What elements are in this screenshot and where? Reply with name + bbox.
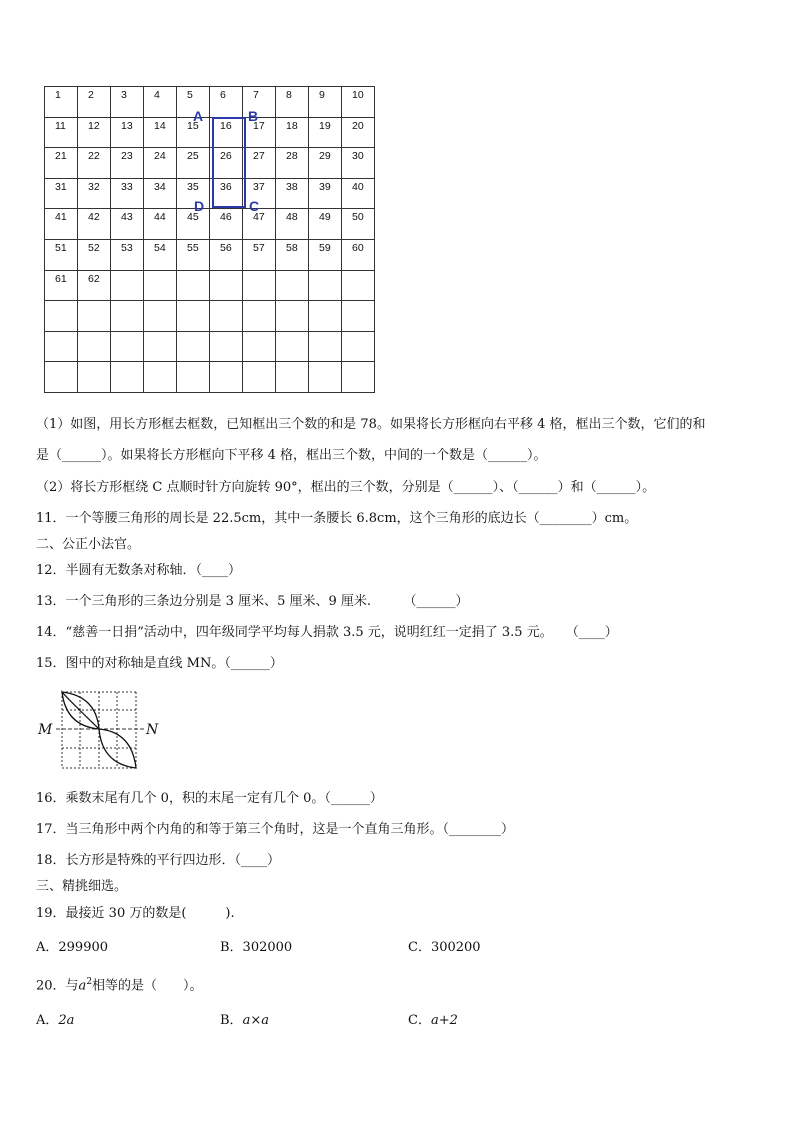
grid-cell-number: 22 [88,150,100,163]
grid-row [45,178,375,209]
grid-row [45,270,375,301]
grid-cell-number: 15 [187,119,199,132]
grid-cell-number: 30 [352,150,364,163]
grid-cell-number [111,278,121,280]
grid-cell-number [276,308,286,310]
grid-cell-number: 36 [220,180,232,193]
grid-cell-number [177,278,187,280]
grid-cell [78,178,111,209]
grid-cell [309,87,342,118]
grid-cell-number [144,278,154,280]
grid-row [45,209,375,240]
grid-cell [243,301,276,332]
grid-cell [276,178,309,209]
grid-cell [45,331,78,362]
grid-cell-number: 18 [286,119,298,132]
grid-cell [78,209,111,240]
grid-cell [144,331,177,362]
grid-cell [210,209,243,240]
grid-cell [144,117,177,148]
q20-option-b-expr: a×a [242,1013,269,1028]
q13: 13．一个三角形的三条边分别是 3 厘米、5 厘米、9 厘米. （______） [36,594,469,609]
grid-cell [276,209,309,240]
grid-cell [243,362,276,393]
grid-cell-number: 62 [88,272,100,285]
q10-part2: （2）将长方形框绕 C 点顺时针方向旋转 90°，框出的三个数，分别是（______）、（______）和（______）。 [36,480,656,495]
grid-cell-number: 12 [88,119,100,132]
q15: 15．图中的对称轴是直线 MN。（______） [36,656,283,671]
grid-cell [177,148,210,179]
grid-cell-number: 7 [253,89,259,101]
grid-cell [78,331,111,362]
grid-cell-number [276,278,286,280]
grid-cell-number: 27 [253,150,265,163]
grid-cell-number: 14 [154,119,166,132]
grid-cell [276,331,309,362]
grid-cell [276,148,309,179]
grid-cell-number: 42 [88,211,100,224]
grid-cell [342,362,375,393]
grid-cell-number: 52 [88,241,100,254]
grid-cell [309,178,342,209]
grid-cell [111,209,144,240]
grid-cell-number: 29 [319,150,331,163]
grid-cell-number [111,369,121,371]
grid-cell [111,331,144,362]
grid-cell [144,87,177,118]
grid-row [45,117,375,148]
grid-cell-number: 45 [187,211,199,224]
grid-cell-number: 19 [319,119,331,132]
grid-cell-number [78,308,88,310]
grid-cell [177,178,210,209]
grid-cell-number: 24 [154,150,166,163]
section-3-heading: 三、精挑细选。 [36,879,128,894]
q20-option-c-expr: a+2 [430,1013,458,1028]
grid-cell-number [45,308,55,310]
grid-cell-number [111,308,121,310]
grid-cell [144,209,177,240]
q20-option-a [36,1009,74,1028]
q20-option-b [220,1009,269,1028]
grid-cell-number: 5 [187,89,193,101]
grid-cell [45,362,78,393]
grid-cell [45,87,78,118]
grid-cell [144,301,177,332]
grid-cell-number: 38 [286,180,298,193]
q14: 14．“慈善一日捐”活动中，四年级同学平均每人捐款 3.5 元，说明红红一定捐了 3.5 元。 （____） [36,625,618,640]
grid-cell [78,87,111,118]
corner-label-c: C [249,198,260,214]
grid-cell-number: 44 [154,211,166,224]
q15-label-n: N [146,722,159,738]
grid-cell-number: 21 [55,150,67,163]
q10-part1-line1: （1）如图，用长方形框去框数，已知框出三个数的和是 78。如果将长方形框向右平移 4 格，框出三个数，它们的和 [36,417,706,432]
grid-cell [111,117,144,148]
grid-cell-number: 20 [352,119,364,132]
grid-cell [111,270,144,301]
corner-label-a: A [193,108,204,124]
q15-symmetry-figure [36,690,166,774]
grid-cell-number [342,369,352,371]
grid-cell-number: 6 [220,89,226,101]
grid-cell [210,362,243,393]
grid-cell [45,301,78,332]
grid-cell [177,270,210,301]
grid-cell [276,362,309,393]
q15-label-m: M [38,722,53,738]
grid-cell [342,148,375,179]
grid-cell-number [177,308,187,310]
grid-cell [144,270,177,301]
grid-cell [309,301,342,332]
grid-cell-number: 43 [121,211,133,224]
grid-cell [78,239,111,270]
grid-cell [243,148,276,179]
q20-option-c [408,1009,458,1028]
grid-cell [177,239,210,270]
grid-cell-number: 54 [154,241,166,254]
grid-cell-number: 47 [253,211,265,224]
grid-cell-number: 50 [352,211,364,224]
grid-cell [309,270,342,301]
grid-cell-number: 61 [55,272,67,285]
grid-row [45,239,375,270]
grid-cell [276,239,309,270]
grid-row [45,87,375,118]
grid-cell-number: 3 [121,89,127,101]
grid-cell [309,239,342,270]
grid-cell [177,209,210,240]
grid-cell [144,148,177,179]
grid-cell-number [276,369,286,371]
grid-cell [276,270,309,301]
grid-cell [45,239,78,270]
grid-cell [342,117,375,148]
q20-stem-suffix: 相等的是（ ）。 [92,978,203,994]
q20-stem [36,973,203,995]
grid-cell-number [243,278,253,280]
grid-cell [177,301,210,332]
grid-cell [45,270,78,301]
grid-cell [78,301,111,332]
q16: 16．乘数末尾有几个 0，积的末尾一定有几个 0。（______） [36,791,383,806]
q11: 11．一个等腰三角形的周长是 22.5cm，其中一条腰长 6.8cm，这个三角形的底边长（________）cm。 [36,511,638,526]
grid-cell-number: 17 [253,119,265,132]
grid-cell-number: 2 [88,89,94,101]
grid-cell [309,331,342,362]
grid-cell-number: 31 [55,180,67,193]
grid-cell [276,117,309,148]
grid-cell [342,87,375,118]
grid-cell [309,362,342,393]
grid-cell-number [144,369,154,371]
grid-cell-number: 40 [352,180,364,193]
grid-cell-number: 59 [319,241,331,254]
grid-cell-number: 32 [88,180,100,193]
grid-cell-number: 25 [187,150,199,163]
q12: 12．半圆有无数条对称轴．（____） [36,563,242,578]
q10-part1-line2: 是（______）。如果将长方形框向下平移 4 格，框出三个数，中间的一个数是（______）。 [36,448,547,463]
grid-cell-number: 55 [187,241,199,254]
grid-cell [78,270,111,301]
grid-row [45,301,375,332]
grid-cell [144,239,177,270]
grid-cell [45,148,78,179]
grid-cell-number [309,339,319,341]
grid-cell [111,87,144,118]
grid-cell-number [243,369,253,371]
grid-cell [45,209,78,240]
grid-cell-number: 28 [286,150,298,163]
grid-cell [210,87,243,118]
grid-row [45,362,375,393]
grid-cell-number [210,339,220,341]
grid-cell-number: 10 [352,89,364,101]
grid-cell-number [243,339,253,341]
grid-cell-number: 56 [220,241,232,254]
grid-cell [45,117,78,148]
q19-option-c: C．300200 [408,940,481,955]
grid-cell-number: 53 [121,241,133,254]
grid-cell [210,301,243,332]
grid-cell-number [78,339,88,341]
grid-cell [342,270,375,301]
grid-cell-number: 48 [286,211,298,224]
grid-cell [177,362,210,393]
q19-option-b: B．302000 [220,940,293,955]
grid-cell-number: 46 [220,211,232,224]
rectangle-frame [212,117,246,208]
grid-cell-number: 37 [253,180,265,193]
grid-cell-number [276,339,286,341]
grid-cell-number [210,308,220,310]
grid-cell [78,148,111,179]
grid-cell-number [309,308,319,310]
grid-cell-number [243,308,253,310]
grid-cell [342,178,375,209]
q19-stem: 19．最接近 30 万的数是( ). [36,906,235,921]
grid-cell-number [144,339,154,341]
grid-cell-number: 57 [253,241,265,254]
grid-row [45,331,375,362]
grid-cell-number: 58 [286,241,298,254]
grid-cell [243,331,276,362]
grid-cell-number: 60 [352,241,364,254]
grid-cell-number [78,369,88,371]
grid-cell [78,362,111,393]
grid-cell-number: 51 [55,241,67,254]
section-2-heading: 二、公正小法官。 [36,537,141,552]
corner-label-b: B [248,108,259,124]
grid-cell [309,148,342,179]
grid-cell [309,117,342,148]
grid-cell [144,362,177,393]
grid-cell-number: 35 [187,180,199,193]
grid-cell-number [309,278,319,280]
q18: 18．长方形是特殊的平行四边形．（____） [36,853,281,868]
grid-cell-number: 39 [319,180,331,193]
grid-cell-number: 26 [220,150,232,163]
grid-cell-number [111,339,121,341]
grid-cell [309,209,342,240]
grid-cell [111,362,144,393]
grid-cell [243,239,276,270]
grid-cell [276,301,309,332]
grid-cell-number: 16 [220,119,232,132]
grid-cell [342,301,375,332]
q20-option-c-label: C． [408,1013,431,1028]
grid-cell-number: 13 [121,119,133,132]
q20-stem-prefix: 20．与 [36,978,79,994]
grid-cell-number [210,278,220,280]
grid-cell-number [144,308,154,310]
q20-option-b-label: B． [220,1013,243,1028]
grid-cell-number: 1 [55,89,61,101]
grid-cell [342,331,375,362]
grid-cell [210,331,243,362]
grid-cell [144,178,177,209]
grid-cell-number [342,308,352,310]
grid-cell [78,117,111,148]
grid-cell-number [45,369,55,371]
q20-stem-exponent: 2 [86,977,93,987]
grid-cell [111,239,144,270]
grid-cell [111,148,144,179]
q20-stem-var: a [78,978,87,994]
grid-cell-number: 11 [55,119,66,132]
grid-cell-number: 49 [319,211,331,224]
number-grid [44,86,375,393]
grid-cell-number [342,339,352,341]
grid-cell [111,301,144,332]
grid-cell-number: 23 [121,150,133,163]
grid-cell-number [309,369,319,371]
grid-cell-number: 34 [154,180,166,193]
grid-cell-number: 9 [319,89,325,101]
grid-cell-number: 41 [55,211,67,224]
grid-cell [276,87,309,118]
q17: 17．当三角形中两个内角的和等于第三个角时，这是一个直角三角形。（________） [36,822,515,837]
grid-cell [342,239,375,270]
grid-row [45,148,375,179]
grid-cell-number: 8 [286,89,292,101]
grid-cell [243,270,276,301]
q20-option-a-label: A． [36,1013,59,1028]
grid-cell [210,239,243,270]
grid-cell-number [210,369,220,371]
grid-cell [111,178,144,209]
grid-cell-number [45,339,55,341]
grid-cell-number [342,278,352,280]
grid-cell-number: 4 [154,89,160,101]
grid-cell-number: 33 [121,180,133,193]
grid-cell [45,178,78,209]
q19-option-a: A．299900 [36,940,109,955]
corner-label-d: D [194,198,205,214]
grid-cell [177,331,210,362]
grid-cell [210,270,243,301]
grid-cell-number [177,369,187,371]
grid-cell [342,209,375,240]
q20-option-a-expr: 2a [58,1013,75,1028]
grid-cell-number [177,339,187,341]
